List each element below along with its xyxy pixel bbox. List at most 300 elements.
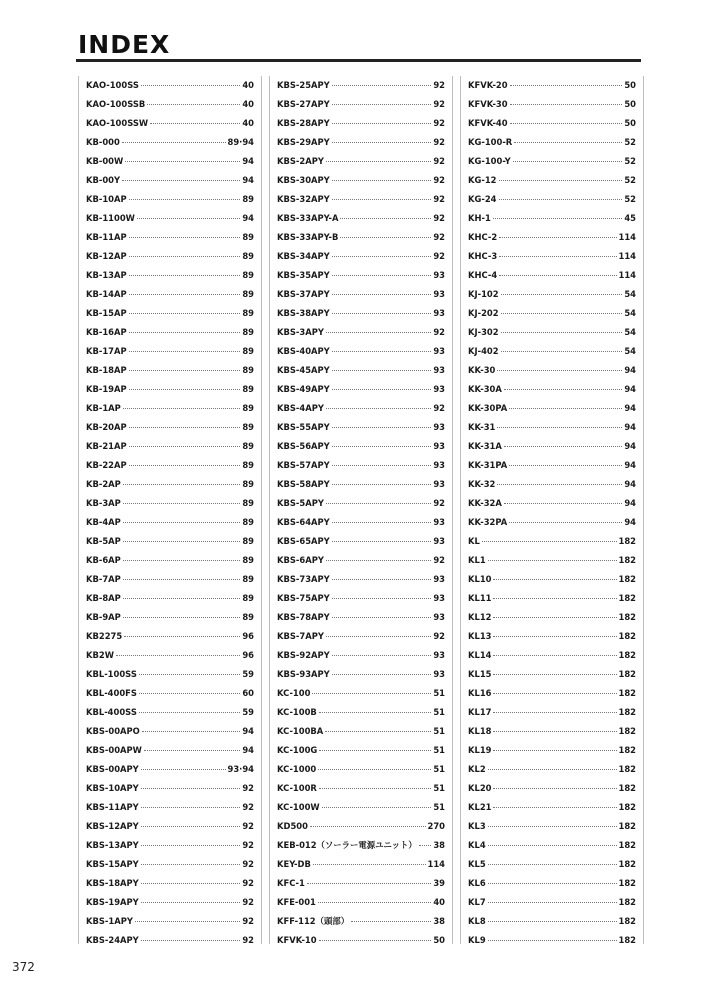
dot-leader xyxy=(129,293,241,295)
entry-page: 94 xyxy=(624,403,636,413)
index-entry xyxy=(86,95,254,114)
index-entry xyxy=(277,399,445,418)
entry-page: 93 xyxy=(433,612,445,622)
entry-name: KD500 xyxy=(277,821,308,831)
index-column-2 xyxy=(269,76,453,944)
entry-name: KBS-28APY xyxy=(277,118,330,128)
entry-page: 89 xyxy=(242,536,254,546)
dot-leader xyxy=(332,654,432,656)
entry-name: KB-3AP xyxy=(86,498,121,508)
entry-page: 93 xyxy=(433,517,445,527)
index-entry xyxy=(468,874,636,893)
dot-leader xyxy=(501,293,623,295)
dot-leader xyxy=(129,198,241,200)
dot-leader xyxy=(129,369,241,371)
entry-page: 93 xyxy=(433,479,445,489)
index-entry xyxy=(468,855,636,874)
dot-leader xyxy=(129,236,241,238)
dot-leader xyxy=(488,844,617,846)
entry-page: 59 xyxy=(242,669,254,679)
index-column-3 xyxy=(460,76,644,944)
entry-name: KC-100R xyxy=(277,783,317,793)
dot-leader xyxy=(141,844,241,846)
entry-name: KB-9AP xyxy=(86,612,121,622)
dot-leader xyxy=(504,388,622,390)
entry-name: KBS-65APY xyxy=(277,536,330,546)
entry-name: KB-18AP xyxy=(86,365,127,375)
entry-name: KL7 xyxy=(468,897,486,907)
entry-name: KBS-6APY xyxy=(277,555,324,565)
entry-page: 114 xyxy=(618,232,636,242)
entry-name: KB-4AP xyxy=(86,517,121,527)
entry-page: 92 xyxy=(242,783,254,793)
dot-leader xyxy=(493,616,616,618)
index-entry xyxy=(468,133,636,152)
dot-leader xyxy=(493,635,616,637)
index-entry xyxy=(277,152,445,171)
entry-name: KBS-57APY xyxy=(277,460,330,470)
entry-name: KBS-38APY xyxy=(277,308,330,318)
dot-leader xyxy=(332,521,432,523)
dot-leader xyxy=(332,350,432,352)
index-entry xyxy=(468,380,636,399)
index-entry xyxy=(468,836,636,855)
entry-name: KB2W xyxy=(86,650,114,660)
entry-page: 182 xyxy=(618,802,636,812)
index-entry xyxy=(86,76,254,95)
index-entry xyxy=(468,665,636,684)
index-entry xyxy=(468,285,636,304)
entry-page: 114 xyxy=(618,251,636,261)
index-entry xyxy=(86,418,254,437)
entry-page: 92 xyxy=(242,935,254,945)
entry-page: 94 xyxy=(624,517,636,527)
entry-page: 89 xyxy=(242,574,254,584)
entry-page: 92 xyxy=(433,213,445,223)
dot-leader xyxy=(509,407,622,409)
index-entry xyxy=(86,665,254,684)
entry-page: 60 xyxy=(242,688,254,698)
dot-leader xyxy=(123,616,241,618)
entry-page: 92 xyxy=(433,555,445,565)
dot-leader xyxy=(122,179,240,181)
entry-name: KL9 xyxy=(468,935,486,945)
index-entry xyxy=(86,836,254,855)
entry-page: 89 xyxy=(242,460,254,470)
entry-name: KBS-10APY xyxy=(86,783,139,793)
index-entry xyxy=(86,475,254,494)
index-entry xyxy=(86,608,254,627)
entry-page: 93 xyxy=(433,536,445,546)
dot-leader xyxy=(139,692,240,694)
entry-page: 92 xyxy=(433,232,445,242)
entry-name: KB-1AP xyxy=(86,403,121,413)
dot-leader xyxy=(504,502,622,504)
entry-page: 182 xyxy=(618,593,636,603)
dot-leader xyxy=(509,464,622,466)
entry-name: KBS-5APY xyxy=(277,498,324,508)
entry-page: 92 xyxy=(433,137,445,147)
index-entry xyxy=(86,532,254,551)
entry-page: 94 xyxy=(624,479,636,489)
dot-leader xyxy=(312,692,431,694)
entry-name: KBS-7APY xyxy=(277,631,324,641)
dot-leader xyxy=(325,730,431,732)
index-entry xyxy=(277,133,445,152)
entry-page: 93 xyxy=(433,593,445,603)
dot-leader xyxy=(332,312,432,314)
entry-page: 182 xyxy=(618,821,636,831)
entry-page: 51 xyxy=(433,745,445,755)
entry-name: KBS-75APY xyxy=(277,593,330,603)
index-entry xyxy=(468,399,636,418)
index-entry xyxy=(277,779,445,798)
index-entry xyxy=(277,95,445,114)
dot-leader xyxy=(129,445,241,447)
dot-leader xyxy=(141,768,226,770)
entry-name: KBS-34APY xyxy=(277,251,330,261)
entry-name: KBS-2APY xyxy=(277,156,324,166)
entry-name: KG-12 xyxy=(468,175,497,185)
dot-leader xyxy=(129,350,241,352)
index-entry xyxy=(86,589,254,608)
entry-page: 94 xyxy=(624,384,636,394)
index-entry xyxy=(277,627,445,646)
index-entry xyxy=(468,228,636,247)
entry-name: KBS-35APY xyxy=(277,270,330,280)
entry-name: KB-17AP xyxy=(86,346,127,356)
index-entry xyxy=(277,741,445,760)
entry-page: 182 xyxy=(618,859,636,869)
entry-page: 51 xyxy=(433,764,445,774)
dot-leader xyxy=(332,464,432,466)
entry-name: KC-100G xyxy=(277,745,318,755)
dot-leader xyxy=(488,939,617,941)
dot-leader xyxy=(141,882,241,884)
entry-page: 93 xyxy=(433,574,445,584)
dot-leader xyxy=(332,540,432,542)
index-entry xyxy=(468,513,636,532)
entry-name: KBS-45APY xyxy=(277,365,330,375)
entry-name: KBS-00APO xyxy=(86,726,140,736)
entry-page: 92 xyxy=(433,194,445,204)
index-entry xyxy=(277,570,445,589)
dot-leader xyxy=(510,103,623,105)
dot-leader xyxy=(332,445,432,447)
entry-name: KHC-4 xyxy=(468,270,498,280)
dot-leader xyxy=(497,483,622,485)
entry-name: KL10 xyxy=(468,574,492,584)
index-entry xyxy=(86,646,254,665)
entry-page: 93 xyxy=(433,460,445,470)
dot-leader xyxy=(319,939,432,941)
dot-leader xyxy=(326,502,431,504)
entry-page: 54 xyxy=(624,289,636,299)
entry-page: 92 xyxy=(433,631,445,641)
dot-leader xyxy=(332,369,432,371)
dot-leader xyxy=(499,274,616,276)
entry-name: KK-30 xyxy=(468,365,496,375)
index-entry xyxy=(86,133,254,152)
index-entry xyxy=(86,874,254,893)
entry-page: 92 xyxy=(242,821,254,831)
index-entry xyxy=(468,494,636,513)
entry-name: KB-14AP xyxy=(86,289,127,299)
dot-leader xyxy=(318,901,431,903)
entry-page: 89 xyxy=(242,498,254,508)
entry-page: 93 xyxy=(433,422,445,432)
entry-page: 182 xyxy=(618,783,636,793)
entry-name: KB-19AP xyxy=(86,384,127,394)
dot-leader xyxy=(141,787,241,789)
entry-page: 93 xyxy=(433,308,445,318)
entry-name: KL6 xyxy=(468,878,486,888)
index-entry xyxy=(277,76,445,95)
dot-leader xyxy=(332,293,432,295)
entry-name: KBS-25APY xyxy=(277,80,330,90)
index-entry xyxy=(468,342,636,361)
entry-name: KBS-00APY xyxy=(86,764,139,774)
entry-name: KBS-73APY xyxy=(277,574,330,584)
index-entry xyxy=(86,266,254,285)
entry-page: 94 xyxy=(624,441,636,451)
entry-name: KJ-102 xyxy=(468,289,499,299)
index-entry xyxy=(468,304,636,323)
dot-leader xyxy=(488,901,617,903)
entry-name: KBS-18APY xyxy=(86,878,139,888)
index-entry xyxy=(277,494,445,513)
entry-name: KBS-33APY-A xyxy=(277,213,339,223)
index-entry xyxy=(277,323,445,342)
dot-leader xyxy=(332,673,432,675)
index-entry xyxy=(277,380,445,399)
index-entry xyxy=(468,152,636,171)
entry-page: 92 xyxy=(242,802,254,812)
index-entry xyxy=(468,247,636,266)
entry-page: 89 xyxy=(242,251,254,261)
index-entry xyxy=(86,190,254,209)
dot-leader xyxy=(141,825,241,827)
index-entry xyxy=(468,608,636,627)
index-entry xyxy=(277,266,445,285)
index-entry xyxy=(468,627,636,646)
dot-leader xyxy=(497,426,622,428)
index-entry xyxy=(277,209,445,228)
entry-page: 40 xyxy=(242,80,254,90)
entry-name: KB-1100W xyxy=(86,213,135,223)
entry-page: 40 xyxy=(433,897,445,907)
entry-name: KL20 xyxy=(468,783,492,793)
index-entry xyxy=(468,912,636,931)
entry-page: 93 xyxy=(433,650,445,660)
entry-name: KB-7AP xyxy=(86,574,121,584)
entry-name: KL12 xyxy=(468,612,492,622)
entry-page: 89 xyxy=(242,517,254,527)
index-entry xyxy=(468,703,636,722)
dot-leader xyxy=(332,198,432,200)
entry-name: KBS-3APY xyxy=(277,327,324,337)
entry-page: 45 xyxy=(624,213,636,223)
entry-name: KBS-58APY xyxy=(277,479,330,489)
entry-page: 96 xyxy=(242,650,254,660)
index-entry xyxy=(468,266,636,285)
index-entry xyxy=(86,912,254,931)
entry-page: 182 xyxy=(618,631,636,641)
index-entry xyxy=(277,532,445,551)
entry-name: KB-8AP xyxy=(86,593,121,603)
entry-name: KBS-56APY xyxy=(277,441,330,451)
entry-name: KK-32PA xyxy=(468,517,508,527)
index-entry xyxy=(468,437,636,456)
entry-page: 40 xyxy=(242,99,254,109)
entry-name: KFVK-20 xyxy=(468,80,508,90)
dot-leader xyxy=(501,350,623,352)
entry-page: 182 xyxy=(618,878,636,888)
page-number: 372 xyxy=(12,960,35,974)
dot-leader xyxy=(332,388,432,390)
dot-leader xyxy=(123,521,241,523)
index-entry xyxy=(277,361,445,380)
entry-page: 182 xyxy=(618,669,636,679)
index-entry xyxy=(277,874,445,893)
index-entry xyxy=(277,114,445,133)
index-entry xyxy=(277,893,445,912)
index-entry xyxy=(277,190,445,209)
entry-name: KBS-33APY-B xyxy=(277,232,339,242)
dot-leader xyxy=(147,103,240,105)
index-entry xyxy=(86,152,254,171)
index-entry xyxy=(468,760,636,779)
entry-name: KK-31 xyxy=(468,422,496,432)
index-entry xyxy=(86,228,254,247)
index-entry xyxy=(468,76,636,95)
index-entry xyxy=(277,931,445,950)
dot-leader xyxy=(144,749,240,751)
entry-page: 89 xyxy=(242,270,254,280)
entry-name: KBS-64APY xyxy=(277,517,330,527)
dot-leader xyxy=(332,141,432,143)
index-entry xyxy=(86,399,254,418)
dot-leader xyxy=(326,635,431,637)
entry-name: KBS-1APY xyxy=(86,916,133,926)
entry-page: 93 xyxy=(433,289,445,299)
entry-page: 94 xyxy=(242,745,254,755)
entry-page: 94 xyxy=(242,156,254,166)
entry-page: 93 xyxy=(433,270,445,280)
entry-name: KB-6AP xyxy=(86,555,121,565)
index-entry xyxy=(468,570,636,589)
entry-name: KL4 xyxy=(468,840,486,850)
entry-name: KL5 xyxy=(468,859,486,869)
index-entry xyxy=(468,95,636,114)
index-entry xyxy=(86,513,254,532)
entry-name: KBL-400FS xyxy=(86,688,137,698)
entry-name: KL18 xyxy=(468,726,492,736)
entry-name: KFF-112（頭部） xyxy=(277,916,350,926)
entry-name: KBS-49APY xyxy=(277,384,330,394)
dot-leader xyxy=(125,160,240,162)
dot-leader xyxy=(319,787,431,789)
dot-leader xyxy=(129,312,241,314)
dot-leader xyxy=(129,255,241,257)
entry-page: 92 xyxy=(433,251,445,261)
entry-page: 94 xyxy=(242,175,254,185)
entry-name: KL19 xyxy=(468,745,492,755)
entry-name: KK-31PA xyxy=(468,460,508,470)
dot-leader xyxy=(504,445,622,447)
dot-leader xyxy=(332,578,432,580)
entry-name: KBS-40APY xyxy=(277,346,330,356)
dot-leader xyxy=(493,692,616,694)
index-entry xyxy=(277,171,445,190)
index-entry xyxy=(277,665,445,684)
entry-page: 182 xyxy=(618,935,636,945)
entry-page: 51 xyxy=(433,688,445,698)
index-entry xyxy=(468,931,636,950)
entry-page: 270 xyxy=(427,821,445,831)
entry-page: 92 xyxy=(242,916,254,926)
dot-leader xyxy=(332,122,432,124)
index-entry xyxy=(277,228,445,247)
entry-name: KK-32A xyxy=(468,498,502,508)
dot-leader xyxy=(129,426,241,428)
dot-leader xyxy=(135,920,240,922)
entry-page: 51 xyxy=(433,726,445,736)
index-entry xyxy=(468,418,636,437)
dot-leader xyxy=(326,559,431,561)
entry-name: KB-12AP xyxy=(86,251,127,261)
entry-page: 182 xyxy=(618,707,636,717)
dot-leader xyxy=(318,768,431,770)
entry-page: 92 xyxy=(433,498,445,508)
entry-page: 182 xyxy=(618,650,636,660)
index-entry xyxy=(86,722,254,741)
index-entry xyxy=(277,608,445,627)
index-entry xyxy=(277,589,445,608)
entry-name: KL16 xyxy=(468,688,492,698)
dot-leader xyxy=(493,578,616,580)
dot-leader xyxy=(326,160,431,162)
entry-page: 89 xyxy=(242,441,254,451)
index-entry xyxy=(86,342,254,361)
dot-leader xyxy=(141,84,240,86)
entry-name: KL17 xyxy=(468,707,492,717)
entry-page: 182 xyxy=(618,840,636,850)
entry-page: 93 xyxy=(433,669,445,679)
entry-name: KL15 xyxy=(468,669,492,679)
entry-page: 51 xyxy=(433,783,445,793)
dot-leader xyxy=(332,597,432,599)
dot-leader xyxy=(124,635,240,637)
entry-page: 114 xyxy=(618,270,636,280)
index-entry xyxy=(277,760,445,779)
dot-leader xyxy=(513,160,623,162)
index-entry xyxy=(86,779,254,798)
dot-leader xyxy=(488,559,617,561)
entry-page: 92 xyxy=(433,99,445,109)
entry-name: KB-00Y xyxy=(86,175,121,185)
index-entry xyxy=(468,779,636,798)
entry-page: 89 xyxy=(242,422,254,432)
entry-name: KK-31A xyxy=(468,441,502,451)
index-column-1 xyxy=(78,76,262,944)
dot-leader xyxy=(122,141,226,143)
entry-page: 52 xyxy=(624,156,636,166)
index-entry xyxy=(277,817,445,836)
entry-page: 50 xyxy=(433,935,445,945)
index-entry xyxy=(468,798,636,817)
entry-name: KJ-302 xyxy=(468,327,499,337)
